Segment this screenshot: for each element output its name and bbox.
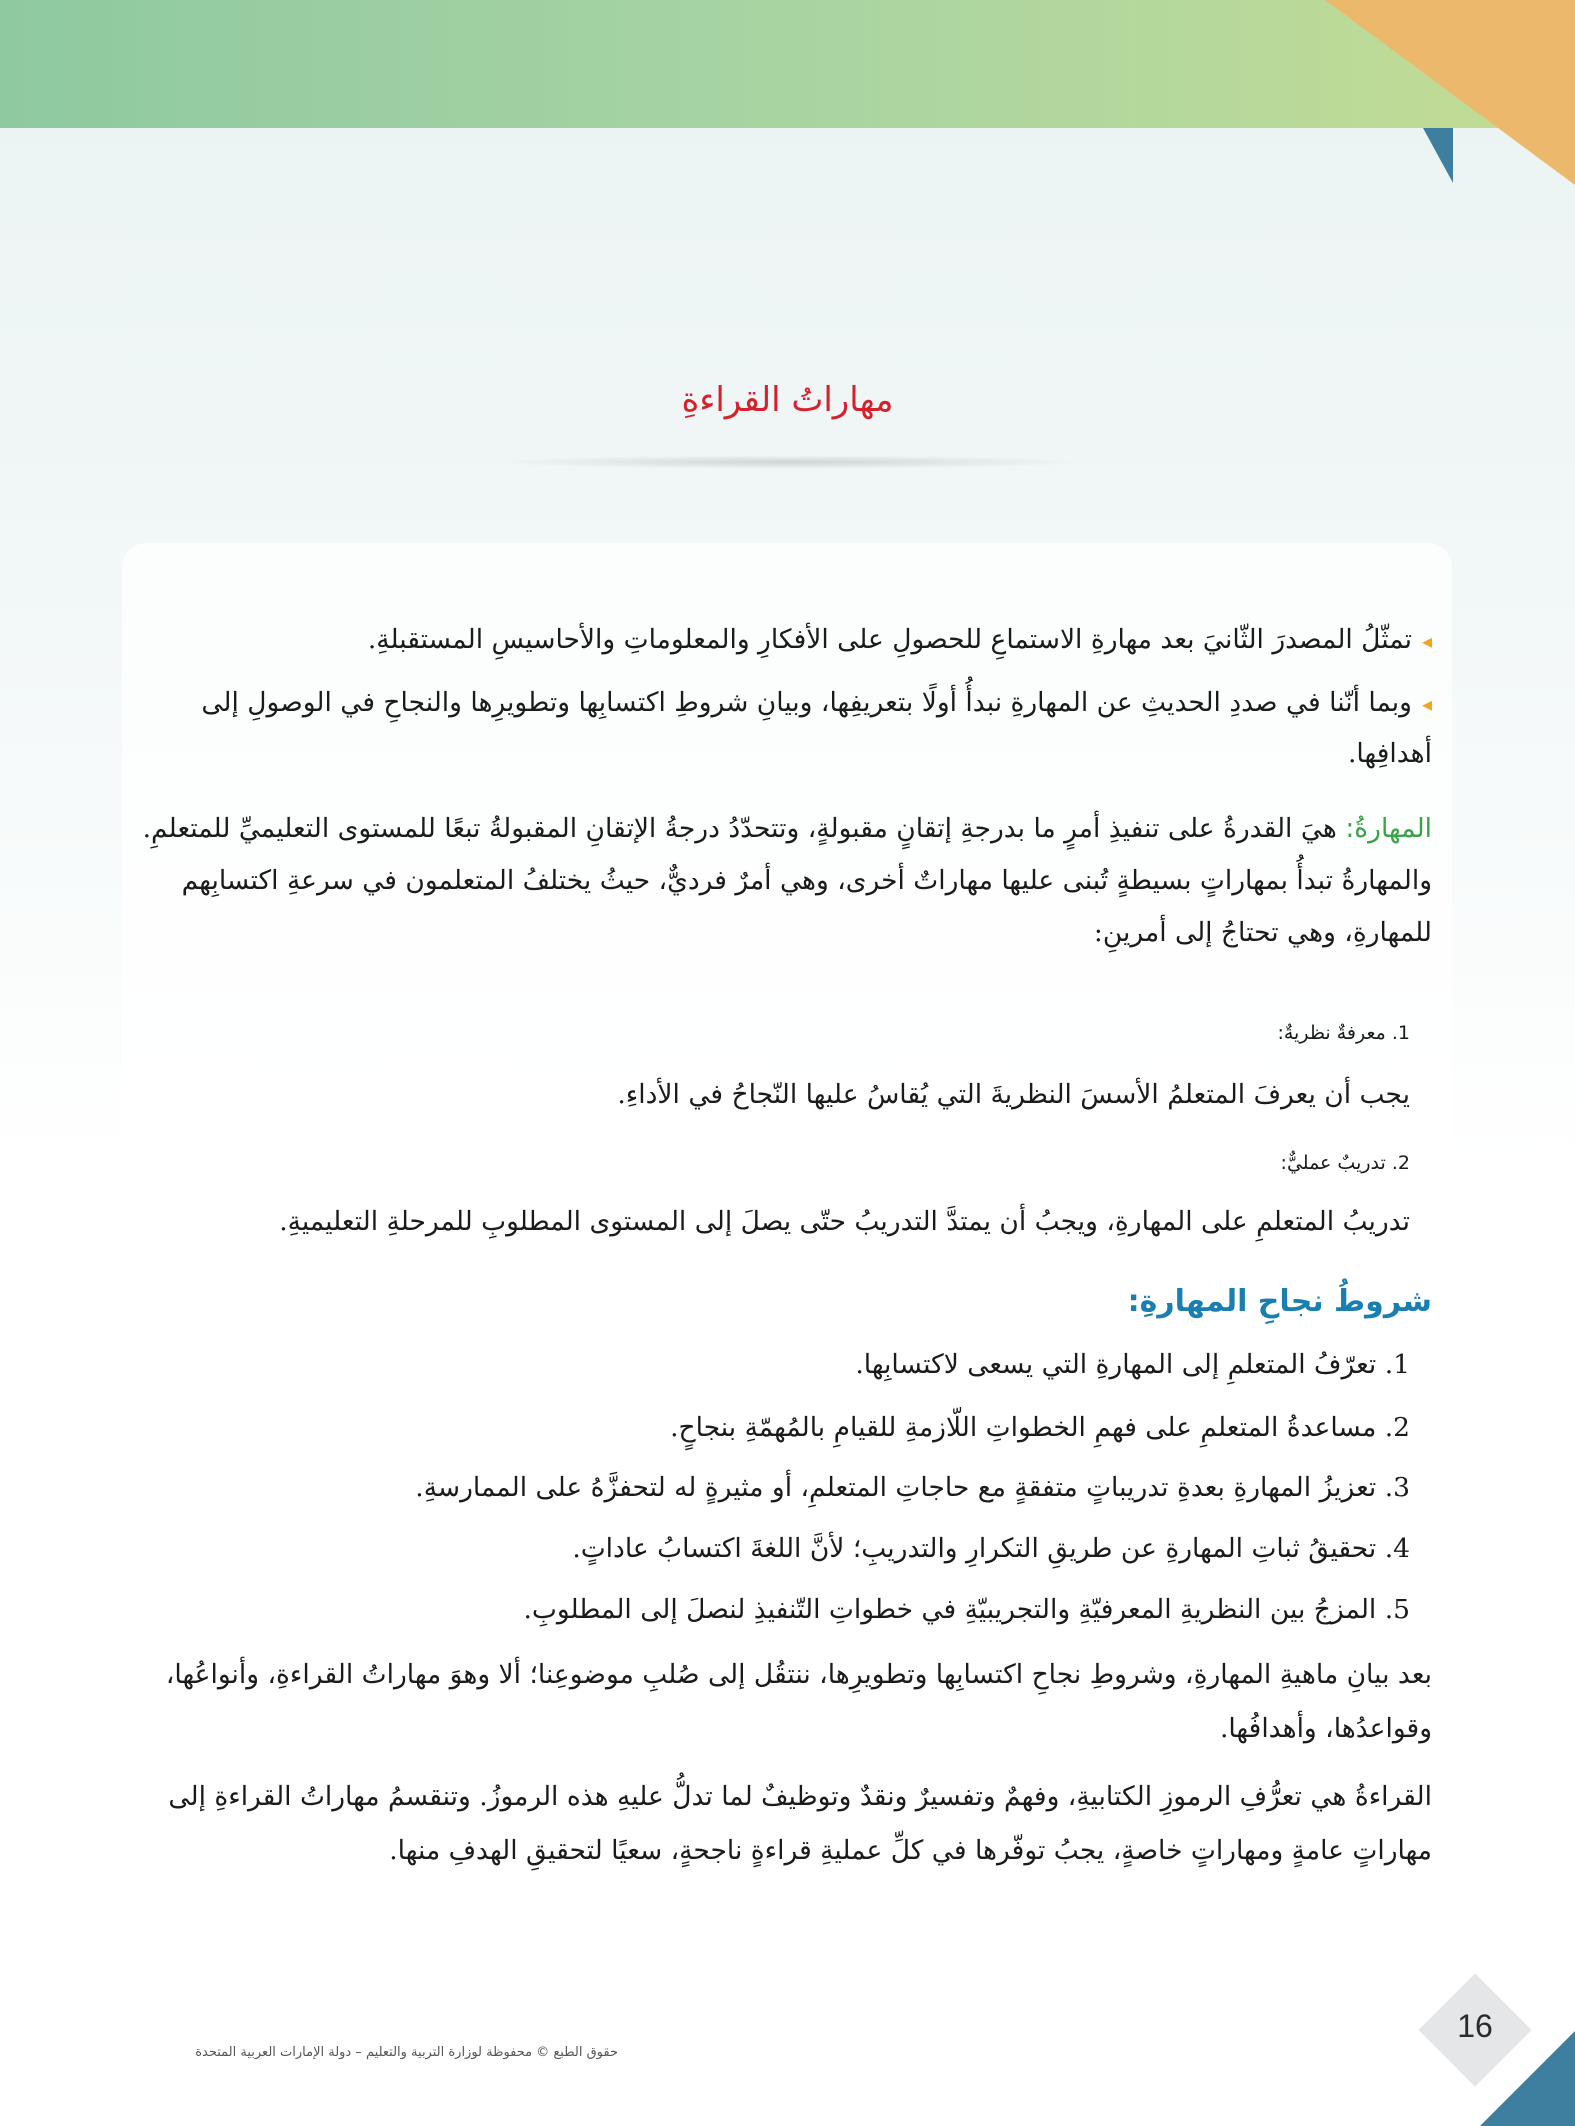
requirement-text-2: تدريبُ المتعلمِ على المهارةِ، ويجبُ أن يمتدَّ التدريبُ حتّى يصلَ إلى المستوى المطلوبِ للمرحلةِ التعليميةِ.	[279, 1206, 1410, 1237]
requirement-label-1: 1. معرفةٌ نظريةٌ:	[1277, 1022, 1410, 1044]
page-title: مهاراتُ القراءةِ	[681, 380, 894, 420]
requirement-label-2: 2. تدريبٌ عمليٌّ:	[1280, 1152, 1410, 1174]
bullet-text: تمثّلُ المصدرَ الثّانيَ بعد مهارةِ الاستماعِ للحصولِ على الأفكارِ والمعلوماتِ والأحاسيسِ المستقبلةِ.	[367, 624, 1412, 655]
bottom-corner-decoration	[1480, 2031, 1575, 2126]
condition-item-2: 2. مساعدةُ المتعلمِ على فهمِ الخطواتِ اللّازمةِ للقيامِ بالمُهمّةِ بنجاحٍ.	[670, 1412, 1410, 1443]
closing-paragraph-1: بعد بيانِ ماهيةِ المهارةِ، وشروطِ نجاحِ اكتسابِها وتطويرِها، ننتقُل إلى صُلبِ موضوعِنا؛ ألا وهوَ مهاراتُ القراءةِ، وأنواعُها، وقواعدُها، وأهدافُها.	[165, 1659, 1432, 1744]
bullet-arrow-icon: ◂	[1421, 629, 1432, 653]
definition-text: هيَ القدرةُ على تنفيذِ أمرٍ ما بدرجةِ إتقانٍ مقبولةٍ، وتتحدّدُ درجةُ الإتقانِ المقبولةُ تبعًا للمستوى التعليميِّ للمتعلمِ. والمهارةُ تبدأُ بمهاراتٍ بسيطةٍ تُبنى عليها مهاراتٌ أخرى، وهي أمرٌ فرديٌّ، حيثُ يختلفُ المتعلمون في سرعةِ اكتسابِهم للمهارةِ، وهي تحتاجُ إلى أمرينِ:	[142, 813, 1432, 948]
copyright-footer: حقوق الطبع © محفوظة لوزارة التربية والتعليم – دولة الإمارات العربية المتحدة	[195, 2045, 618, 2060]
condition-item-1: 1. تعرّفُ المتعلمِ إلى المهارةِ التي يسعى لاكتسابِها.	[855, 1349, 1410, 1380]
bullet-item-2	[132, 678, 1432, 779]
condition-item-3: 3. تعزيزُ المهارةِ بعدةِ تدريباتٍ متفقةٍ مع حاجاتِ المتعلمِ، أو مثيرةٍ له لتحفزَّهُ على الممارسةِ.	[415, 1472, 1410, 1503]
page-number: 16	[1457, 2008, 1493, 2044]
corner-accent	[1423, 128, 1453, 183]
condition-item-4: 4. تحقيقُ ثباتِ المهارةِ عن طريقِ التكرارِ والتدريبِ؛ لأنَّ اللغةَ اكتسابُ عاداتٍ.	[572, 1533, 1410, 1564]
requirement-text-1: يجب أن يعرفَ المتعلمُ الأسسَ النظريةَ التي يُقاسُ عليها النّجاحُ في الأداءِ.	[617, 1079, 1410, 1110]
definition-paragraph	[132, 803, 1432, 959]
bullet-arrow-icon: ◂	[1421, 692, 1432, 716]
definition-label: المهارةُ:	[1345, 813, 1432, 844]
title-container	[0, 380, 1575, 420]
condition-item-5: 5. المزجُ بين النظريةِ المعرفيّةِ والتجريبيّةِ في خطواتِ التّنفيذِ لنصلَ إلى المطلوبِ.	[523, 1594, 1410, 1625]
bullet-text: وبما أنّنا في صددِ الحديثِ عن المهارةِ نبدأُ أولًا بتعريفِها، وبيانِ شروطِ اكتسابِها وتطويرِها والنجاحِ في الوصولِ إلى أهدافِها.	[201, 687, 1432, 769]
bullet-item-1	[132, 615, 1432, 666]
conditions-heading: شروطُ نجاحِ المهارةِ:	[1127, 1284, 1432, 1319]
closing-paragraph-2: القراءةُ هي تعرُّفِ الرموزِ الكتابيةِ، وفهمٌ وتفسيرٌ ونقدٌ وتوظيفٌ لما تدلُّ عليهِ هذه الرموزُ. وتنقسمُ مهاراتُ القراءةِ إلى مهاراتٍ عامةٍ ومهاراتٍ خاصةٍ، يجبُ توفّرها في كلِّ عمليةِ قراءةٍ ناجحةٍ، سعيًا لتحقيقِ الهدفِ منها.	[168, 1781, 1432, 1866]
title-underline-shadow	[490, 455, 1090, 469]
